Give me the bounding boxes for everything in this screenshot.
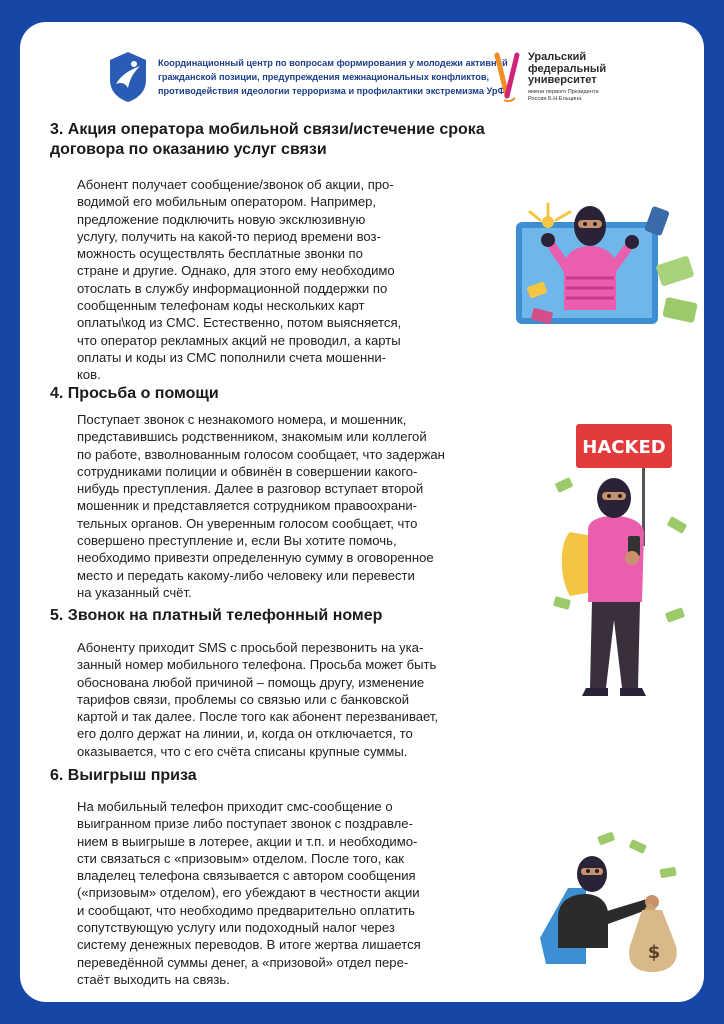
money-bag-dollar-sign: $	[647, 942, 661, 963]
university-subtitle: имени первого Президента России Б.Н.Ельцина	[528, 89, 599, 102]
hacked-sign-label: HACKED	[582, 437, 666, 458]
hacker-monitor-illustration	[508, 182, 700, 332]
section-3-text: Абонент получает сообщение/звонок об акции, про- водимой его мобильным оператором. Например, предложение подключить новую эксклюзивную услугу, получить на какой-то период времени воз- можность осуществлять бесплатные звонки по стране и другие. Однако, для этого ему необходимо отослать в службу информационной поддержки по сообщенным телефонам коды нескольких карт оплаты\код из СМС. Естественно, потом выясняется, что оператор рекламных акций не проводил, а карты оплаты и коды из СМС пополнили счета мошенни- ков.	[77, 177, 402, 383]
section-5-text: Абоненту приходит SMS с просьбой перезвонить на ука- занный номер мобильного телефона. Просьба может быть обоснована любой причиной – помощь другу, изменение тарифов связи, проблемы со связью или с банковской картой и так далее. После того как абонент перезванивает, его долго держат на линии, и, когда он отключается, то оказывается, что с его счёта списаны крупные суммы.	[77, 640, 439, 759]
urfu-logo	[494, 52, 520, 104]
section-6-text: На мобильный телефон приходит смс-сообщение о выигранном призе либо поступает звонок с поздравле- нием в выигрыше в лотерее, акции и т.п. и необходимо- сти связаться с «призовым» отделом. После того, как владелец телефона связывается с автором сообщения («призовым» отделом), его убеждают в честности акции и сообщают, что необходимо предварительно оплатить сопутствующую услугу или подоходный налог через систему денежных переводов. В итоге жертва лишается переведённой суммы денег, а «призовой» отдел пере- стаёт выходить на связь.	[77, 799, 421, 987]
section-4-title: 4. Просьба о помощи	[50, 385, 219, 402]
section-4-text: Поступает звонок с незнакомого номера, и мошенник, представившись родственником, знакомым или коллегой по работе, взволнованным голосом сообщает, что задержан сотрудниками полиции и обвинён в совершении какого- нибудь преступления. Далее в разговор вступает второй мошенник и представляется сотрудником правоохрани- тельных органов. Он уверенным голосом сообщает, что совершено преступление и, если Вы хотите помочь, необходимо привезти определенную сумму в оговоренное место и передать какому-либо человеку или перевести на указанный счёт.	[77, 412, 445, 600]
flyer-page	[20, 22, 704, 1002]
section-5-title: 5. Звонок на платный телефонный номер	[50, 607, 383, 624]
university-name: Уральский федеральный университет	[528, 51, 607, 86]
coordination-center-name: Координационный центр по вопросам формирования у молодежи активной гражданской позиции, предупреждения межнациональных конфликтов, противодействия идеологии терроризма и профилактики экстремизма УрФУ	[158, 58, 511, 96]
money-bag-hacker-illustration	[538, 828, 698, 978]
coordination-center-logo	[106, 50, 150, 104]
section-3-title: 3. Акция оператора мобильной связи/истечение срока договора по оказанию услуг связи	[50, 121, 485, 158]
hacked-sign-hacker-illustration	[548, 420, 698, 710]
section-6-title: 6. Выигрыш приза	[50, 767, 197, 784]
